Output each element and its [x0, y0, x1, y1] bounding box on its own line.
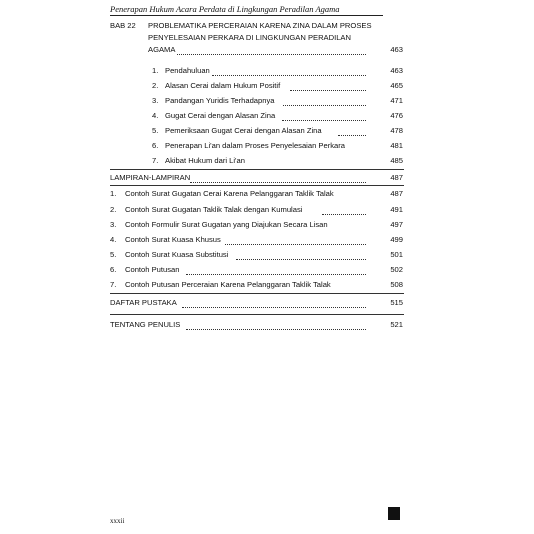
section-rule	[110, 314, 404, 315]
bab-item-text: Alasan Cerai dalam Hukum Positif	[165, 81, 281, 90]
tentang-penulis-title: TENTANG PENULIS	[110, 320, 181, 329]
bab-item-text: Pandangan Yuridis Terhadapnya	[165, 96, 275, 105]
bab-item-page: 485	[390, 156, 403, 165]
dot-leader	[186, 329, 366, 330]
dot-leader	[283, 105, 366, 106]
lampiran-page: 487	[390, 173, 403, 182]
lampiran-item-page: 497	[390, 220, 403, 229]
bab-page: 463	[390, 45, 403, 54]
daftar-pustaka-page: 515	[390, 298, 403, 307]
bab-item-text: Gugat Cerai dengan Alasan Zina	[165, 111, 276, 120]
lampiran-item-page: 491	[390, 205, 403, 214]
bab-item-num: 3.	[152, 96, 159, 105]
dot-leader	[182, 307, 366, 308]
section-rule	[110, 169, 404, 170]
lampiran-item-num: 7.	[110, 280, 117, 289]
lampiran-item-page: 508	[390, 280, 403, 289]
bab-label: BAB 22	[110, 21, 136, 30]
lampiran-item-num: 4.	[110, 235, 117, 244]
bab-title-line-2: PENYELESAIAN PERKARA DI LINGKUNGAN PERADILAN	[148, 33, 351, 42]
bab-item-num: 6.	[152, 141, 159, 150]
bab-item-num: 1.	[152, 66, 159, 75]
bab-item-page: 481	[390, 141, 403, 150]
lampiran-item-page: 499	[390, 235, 403, 244]
bab-item-page: 478	[390, 126, 403, 135]
lampiran-item-text: Contoh Surat Kuasa Khusus	[125, 235, 221, 244]
bab-item-page: 471	[390, 96, 403, 105]
bab-item-text: Akibat Hukum dari Li'an	[165, 156, 245, 165]
dot-leader	[177, 54, 366, 55]
lampiran-item-page: 502	[390, 265, 403, 274]
bab-title-line-3: AGAMA	[148, 45, 176, 54]
lampiran-title: LAMPIRAN-LAMPIRAN	[110, 173, 191, 182]
header-rule	[110, 15, 383, 16]
lampiran-item-text: Contoh Putusan Perceraian Karena Pelanggaran Taklik Talak	[125, 280, 331, 289]
bab-item-num: 2.	[152, 81, 159, 90]
page-folio: xxxii	[110, 517, 125, 525]
bab-item-page: 476	[390, 111, 403, 120]
lampiran-item-page: 487	[390, 189, 403, 198]
lampiran-item-text: Contoh Surat Gugatan Taklik Talak dengan Kumulasi	[125, 205, 303, 214]
bab-title-line-1: PROBLEMATIKA PERCERAIAN KARENA ZINA DALAM PROSES	[148, 21, 372, 30]
lampiran-item-text: Contoh Formulir Surat Gugatan yang Diajukan Secara Lisan	[125, 220, 328, 229]
bab-item-text: Pemeriksaan Gugat Cerai dengan Alasan Zina	[165, 126, 322, 135]
lampiran-item-text: Contoh Surat Gugatan Cerai Karena Pelanggaran Taklik Talak	[125, 189, 334, 198]
dot-leader	[282, 120, 366, 121]
dot-leader	[236, 259, 366, 260]
bab-item-num: 7.	[152, 156, 159, 165]
dot-leader	[225, 244, 366, 245]
dot-leader	[186, 274, 366, 275]
corner-mark	[388, 507, 400, 520]
dot-leader	[338, 135, 366, 136]
bab-item-num: 5.	[152, 126, 159, 135]
tentang-penulis-page: 521	[390, 320, 403, 329]
lampiran-item-num: 2.	[110, 205, 117, 214]
bab-item-page: 463	[390, 66, 403, 75]
section-rule	[110, 293, 404, 294]
dot-leader	[212, 75, 366, 76]
bab-item-text: Pendahuluan	[165, 66, 210, 75]
dot-leader	[190, 182, 366, 183]
dot-leader	[322, 214, 366, 215]
daftar-pustaka-title: DAFTAR PUSTAKA	[110, 298, 177, 307]
lampiran-item-page: 501	[390, 250, 403, 259]
dot-leader	[290, 90, 366, 91]
lampiran-item-num: 6.	[110, 265, 117, 274]
lampiran-item-num: 1.	[110, 189, 117, 198]
lampiran-item-num: 3.	[110, 220, 117, 229]
bab-item-text: Penerapan Li'an dalam Proses Penyelesaian Perkara	[165, 141, 346, 150]
running-header: Penerapan Hukum Acara Perdata di Lingkungan Peradilan Agama	[110, 4, 340, 14]
lampiran-item-text: Contoh Surat Kuasa Substitusi	[125, 250, 229, 259]
bab-item-page: 465	[390, 81, 403, 90]
lampiran-item-text: Contoh Putusan	[125, 265, 180, 274]
lampiran-item-num: 5.	[110, 250, 117, 259]
bab-item-num: 4.	[152, 111, 159, 120]
section-rule	[110, 185, 404, 186]
